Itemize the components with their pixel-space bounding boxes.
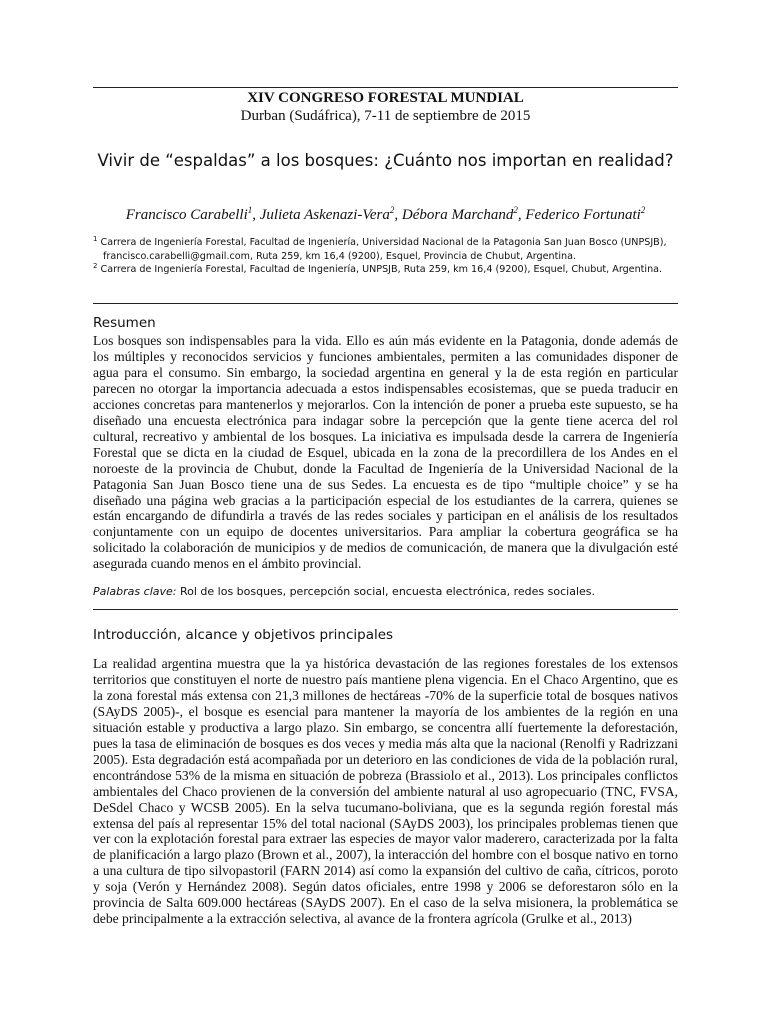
abstract-text: Los bosques son indispensables para la vida. Ello es aún más evidente en la Patagonia, donde además de los múltiples y reconocidos servicios y funciones ambientales, permiten a las comunidades disponer de agua para el consumo. Sin embargo, la sociedad argentina en general y la de esta región en particular parecen no otorgar la importancia adecuada a estos indispensables ecosistemas, que se pueda traducir en acciones concretas para mantenerlos y mejorarlos. Con la intención de poner a prueba este supuesto, se ha diseñado una encuesta electrónica para indagar sobre la percepción que la gente tiene acerca del rol cultural, recreativo y ambiental de los bosques. La iniciativa es impulsada desde la carrera de Ingeniería Forestal que se dicta en la ciudad de Esquel, ubicada en la zona de la precordillera de los Andes en el noroeste de la provincia de Chubut, donde la Facultad de Ingeniería de la Universidad Nacional de la Patagonia San Juan Bosco tiene una de sus Sedes. La encuesta es de tipo “multiple choice” y se ha diseñado una página web gracias a la participación especial de los estudiantes de la carrera, quienes se están encargando de difundirla a través de las redes sociales y participan en el análisis de los resultados conjuntamente con un equipo de docentes universitarios. Para ampliar la cobertura geográfica se ha solicitado la colaboración de municipios y de medios de comunicación, de manera que la divulgación esté asegurada cuando menos en el ámbito provincial. (93, 333, 678, 572)
section-rule (93, 303, 678, 304)
paper-title: Vivir de “espaldas” a los bosques: ¿Cuánto nos importan en realidad? (97, 151, 674, 170)
author-name: Federico Fortunati (525, 207, 641, 223)
abstract-heading: Resumen (93, 315, 156, 331)
author-name: Francisco Carabelli (125, 207, 248, 223)
author-name: Julieta Askenazi-Vera (259, 207, 390, 223)
keywords (93, 584, 678, 599)
author-list: Francisco Carabelli$^1$, Julieta Askenazi-Vera$^2$, Débora Marchand$^2$, Federico Fortunati$^2$ (125, 205, 646, 223)
top-rule (93, 87, 678, 88)
section-rule (93, 609, 678, 610)
congress-location: Durban (Sudáfrica), 7-11 de septiembre de 2015 (240, 108, 531, 124)
affiliation-1: $^1$ Carrera de Ingeniería Forestal, Facultad de Ingeniería, Universidad Nacional de la Patagonia San Juan Bosco (UNPSJB), francisco.carabelli@gmail.com, Ruta 259, km 16,4 (9200), Esquel, Provincia de Chubut, Argentina. (93, 235, 667, 262)
introduction-heading: Introducción, alcance y objetivos principales (93, 627, 394, 643)
keywords-text: Rol de los bosques, percepción social, encuesta electrónica, redes sociales. (179, 585, 596, 598)
author-name: Débora Marchand (401, 207, 514, 223)
author-affiliation-mark: 2 (513, 205, 518, 215)
affiliation-2: $^2$ Carrera de Ingeniería Forestal, Facultad de Ingeniería, UNPSJB, Ruta 259, km 16,4 (9200), Esquel, Chubut, Argentina. (93, 262, 663, 276)
keywords-label: Palabras clave: (93, 585, 177, 598)
author-affiliation-mark: 2 (389, 205, 395, 215)
author-affiliation-mark: 2 (640, 205, 646, 215)
author-affiliation-mark: 1 (247, 205, 253, 215)
congress-name: XIV CONGRESO FORESTAL MUNDIAL (247, 90, 524, 106)
introduction-text: La realidad argentina muestra que la ya histórica devastación de las regiones forestales de los extensos territorios que constituyen el norte de nuestro país mantiene plena vigencia. En el Chaco Argentino, que es la zona forestal más extensa con 21,3 millones de hectáreas -70% de la superficie total de bosques nativos (SAyDS 2005)-, el bosque es esencial para mantener la mayoría de los ambientes de la región en una situación estable y productiva a largo plazo. Sin embargo, se concentra allí fuertemente la deforestación, pues la tasa de eliminación de bosques es dos veces y media más alta que la nacional (Renolfi y Radrizzani 2005). Esta degradación está acompañada por un deterioro en las condiciones de vida de la población rural, encontrándose 53% de la misma en situación de pobreza (Brassiolo et al., 2013). Los principales conflictos ambientales del Chaco provienen de la conversión del ambiente natural al uso agropecuario (TNC, FVSA, DeSdel Chaco y WCSB 2005). En la selva tucumano-boliviana, que es la segunda región forestal más extensa del país al representar 15% del total nacional (SAyDS 2003), los principales problemas tienen que ver con la explotación forestal para extraer las especies de mayor valor maderero, caracterizada por la falta de planificación a largo plazo (Brown et al., 2007), la interacción del hombre con el bosque nativo en torno a una cultura de tipo silvopastoril (FARN 2014) así como la expansión del cultivo de caña, cítricos, poroto y soja (Verón y Hernández 2008). Según datos oficiales, entre 1998 y 2006 se deforestaron sólo en la provincia de Salta 609.000 hectáreas (SAyDS 2007). En el caso de la selva misionera, la problemática se debe principalmente a la extracción selectiva, al avance de la frontera agrícola (Grulke et al., 2013) (93, 656, 678, 927)
